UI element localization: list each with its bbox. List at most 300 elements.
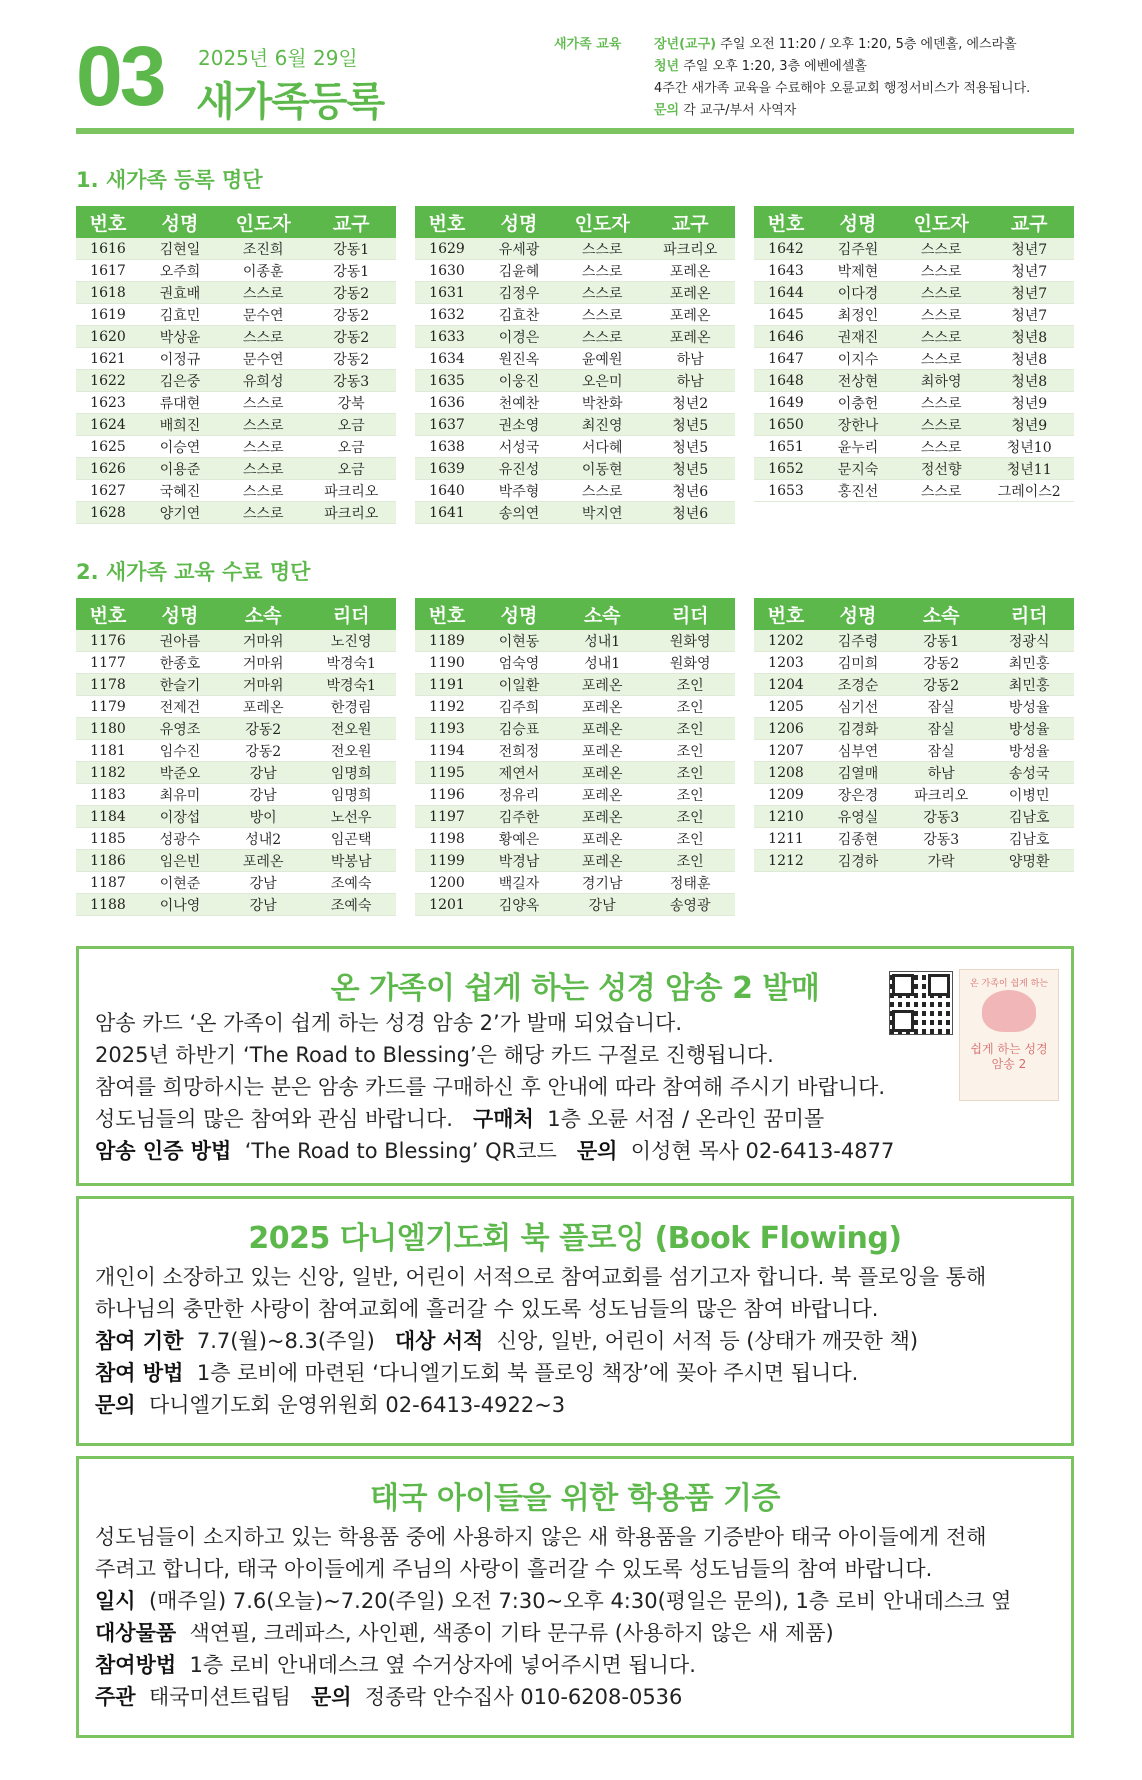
table-row [76, 436, 396, 458]
table-cell: 청년9 [984, 392, 1074, 414]
table-cell: 강동1 [898, 630, 984, 652]
notice1-line2: 2025년 하반기 ‘The Road to Blessing’은 해당 카드 구절로 진행됩니다. [95, 1043, 774, 1067]
verify-label: 암송 인증 방법 [95, 1139, 232, 1163]
table-cell: 조예숙 [306, 872, 396, 894]
table-row [415, 326, 735, 348]
table-row [754, 806, 1074, 828]
table-cell: 유영실 [818, 806, 898, 828]
table-cell: 청년8 [984, 370, 1074, 392]
notice3-contact-label: 문의 [310, 1685, 352, 1709]
table-row [76, 850, 396, 872]
table-cell: 임명희 [306, 784, 396, 806]
table-row [415, 436, 735, 458]
table-cell: 1642 [754, 238, 818, 260]
table-cell: 권아름 [140, 630, 220, 652]
table-cell: 한슬기 [140, 674, 220, 696]
book-cover-image [959, 969, 1059, 1101]
column-header: 성명 [479, 598, 559, 630]
table-cell: 강동2 [898, 652, 984, 674]
table-row [76, 872, 396, 894]
table-cell: 노진영 [306, 630, 396, 652]
table-cell: 1200 [415, 872, 479, 894]
table-row [415, 392, 735, 414]
table-cell: 최정인 [818, 304, 898, 326]
table-cell: 김열매 [818, 762, 898, 784]
table-cell: 강동2 [220, 718, 306, 740]
table-row [76, 260, 396, 282]
table-row [415, 850, 735, 872]
table-cell: 포레온 [559, 828, 645, 850]
table-cell: 거마위 [220, 652, 306, 674]
table-cell: 유영조 [140, 718, 220, 740]
buy-label: 구매처 [472, 1107, 534, 1131]
table-cell: 1646 [754, 326, 818, 348]
table-cell: 1624 [76, 414, 140, 436]
table-cell: 1621 [76, 348, 140, 370]
table-row [754, 762, 1074, 784]
table-row [415, 630, 735, 652]
table-cell: 강남 [220, 762, 306, 784]
table-cell: 청년8 [984, 348, 1074, 370]
table-cell: 스스로 [898, 238, 984, 260]
host-label: 주관 [95, 1685, 136, 1709]
table-row [415, 674, 735, 696]
table-cell: 1625 [76, 436, 140, 458]
table-cell: 1622 [76, 370, 140, 392]
notice2-contact-label: 문의 [95, 1393, 136, 1417]
table-cell: 청년6 [645, 480, 735, 502]
table-row [76, 392, 396, 414]
table-cell: 김주희 [479, 696, 559, 718]
edu-adult-label: 장년(교구) [654, 37, 717, 52]
table-cell: 김경화 [818, 718, 898, 740]
table-cell: 잠실 [898, 740, 984, 762]
table-cell: 정태훈 [645, 872, 735, 894]
table-cell: 잠실 [898, 718, 984, 740]
table-cell: 방성율 [984, 718, 1074, 740]
table-cell: 포레온 [559, 784, 645, 806]
table-cell: 잠실 [898, 696, 984, 718]
table-cell: 가락 [898, 850, 984, 872]
table-cell: 1618 [76, 282, 140, 304]
table-cell: 1197 [415, 806, 479, 828]
edu-contact-text: 각 교구/부서 사역자 [679, 103, 797, 118]
table-cell: 1184 [76, 806, 140, 828]
table-header-row [754, 598, 1074, 630]
table-cell: 김남호 [984, 806, 1074, 828]
table-cell: 1190 [415, 652, 479, 674]
table-row [76, 696, 396, 718]
table-row [754, 414, 1074, 436]
table-row [754, 392, 1074, 414]
table-cell: 스스로 [220, 502, 306, 524]
table-row [754, 260, 1074, 282]
table-row [754, 370, 1074, 392]
table-cell: 청년9 [984, 414, 1074, 436]
table-cell: 1636 [415, 392, 479, 414]
table-cell: 1177 [76, 652, 140, 674]
table-cell: 조인 [645, 718, 735, 740]
table-cell: 양명환 [984, 850, 1074, 872]
table-cell: 노선우 [306, 806, 396, 828]
table-row [754, 458, 1074, 480]
qr-code[interactable] [889, 971, 953, 1035]
table-cell: 한경림 [306, 696, 396, 718]
table-cell: 1619 [76, 304, 140, 326]
table-row [754, 784, 1074, 806]
table-cell: 서성국 [479, 436, 559, 458]
column-header: 성명 [818, 206, 898, 238]
table-row [76, 326, 396, 348]
table-cell: 이지수 [818, 348, 898, 370]
table-row [76, 348, 396, 370]
column-header: 인도자 [559, 206, 645, 238]
table-cell: 거마위 [220, 630, 306, 652]
table-cell: 파크리오 [898, 784, 984, 806]
table-cell: 청년7 [984, 260, 1074, 282]
notice3-line1: 성도님들이 소지하고 있는 학용품 중에 사용하지 않은 새 학용품을 기증받아 태국 아이들에게 전해 [95, 1525, 987, 1549]
table-cell: 이종훈 [220, 260, 306, 282]
table-row [415, 458, 735, 480]
notice-book-flowing [76, 1196, 1074, 1446]
table-cell: 1194 [415, 740, 479, 762]
period-value: 7.7(월)~8.3(주일) [196, 1329, 375, 1353]
table-cell: 1647 [754, 348, 818, 370]
table-row [415, 740, 735, 762]
notice2-line1: 개인이 소장하고 있는 신앙, 일반, 어린이 서적으로 참여교회를 섬기고자 합니다. 북 플로잉을 통해 [95, 1265, 987, 1289]
table-cell: 1630 [415, 260, 479, 282]
table-cell: 최민홍 [984, 674, 1074, 696]
table-cell: 전상현 [818, 370, 898, 392]
notice1-line3: 참여를 희망하시는 분은 암송 카드를 구매하신 후 안내에 따라 참여해 주시기 바랍니다. [95, 1075, 886, 1099]
table-cell: 스스로 [898, 304, 984, 326]
table-cell: 1649 [754, 392, 818, 414]
table-cell: 1204 [754, 674, 818, 696]
table-row [415, 414, 735, 436]
table-cell: 1635 [415, 370, 479, 392]
table-cell: 스스로 [898, 260, 984, 282]
table-header-row [754, 206, 1074, 238]
column-header: 번호 [754, 598, 818, 630]
table-cell: 유진성 [479, 458, 559, 480]
table-cell: 김주령 [818, 630, 898, 652]
table-cell: 박지연 [559, 502, 645, 524]
table-cell: 김종현 [818, 828, 898, 850]
notice-bible-memory [76, 946, 1074, 1186]
table-cell: 윤누리 [818, 436, 898, 458]
table-cell: 1644 [754, 282, 818, 304]
table-cell: 1195 [415, 762, 479, 784]
table-row [76, 806, 396, 828]
table-cell: 1203 [754, 652, 818, 674]
table-cell: 이동현 [559, 458, 645, 480]
notice3-date-label: 일시 [95, 1589, 136, 1613]
table-cell: 1652 [754, 458, 818, 480]
table-cell: 파크리오 [645, 238, 735, 260]
table-cell: 1632 [415, 304, 479, 326]
table-cell: 조경순 [818, 674, 898, 696]
edu-contact-label: 문의 [654, 103, 680, 118]
notice3-method-value: 1층 로비 안내데스크 옆 수거상자에 넣어주시면 됩니다. [189, 1653, 696, 1677]
table-row [76, 894, 396, 916]
column-header: 번호 [754, 206, 818, 238]
table-cell: 이현동 [479, 630, 559, 652]
table-cell: 전제건 [140, 696, 220, 718]
table-row [754, 326, 1074, 348]
notice1-contact-label: 문의 [576, 1139, 618, 1163]
table-cell: 송영광 [645, 894, 735, 916]
table-cell: 청년5 [645, 414, 735, 436]
table-cell: 스스로 [220, 392, 306, 414]
table-cell: 포레온 [559, 806, 645, 828]
table-cell: 스스로 [559, 304, 645, 326]
table-row [415, 696, 735, 718]
table-cell: 이병민 [984, 784, 1074, 806]
table-cell: 김남호 [984, 828, 1074, 850]
table-cell: 1191 [415, 674, 479, 696]
table-row [415, 762, 735, 784]
table-row [76, 718, 396, 740]
table-header-row [415, 206, 735, 238]
column-header: 소속 [220, 598, 306, 630]
column-header: 인도자 [898, 206, 984, 238]
table-cell: 이현준 [140, 872, 220, 894]
table-cell: 조인 [645, 674, 735, 696]
table-cell: 1645 [754, 304, 818, 326]
table-cell: 1179 [76, 696, 140, 718]
table-row [415, 806, 735, 828]
table-cell: 박주형 [479, 480, 559, 502]
notice3-date-value: (매주일) 7.6(오늘)~7.20(주일) 오전 7:30~오후 4:30(평일은 문의), 1층 로비 안내데스크 옆 [148, 1589, 1012, 1613]
table-cell: 1627 [76, 480, 140, 502]
table-cell: 1640 [415, 480, 479, 502]
table-cell: 유세광 [479, 238, 559, 260]
table-cell: 최민홍 [984, 652, 1074, 674]
table-cell: 오주희 [140, 260, 220, 282]
table-cell: 청년5 [645, 436, 735, 458]
edu-youth-label: 청년 [654, 59, 680, 74]
table-cell: 강남 [220, 784, 306, 806]
table-cell: 파크리오 [306, 480, 396, 502]
table-cell: 조예숙 [306, 894, 396, 916]
table-cell: 김승표 [479, 718, 559, 740]
table-cell: 1617 [76, 260, 140, 282]
table-cell: 김주원 [818, 238, 898, 260]
table-cell: 1186 [76, 850, 140, 872]
notice1-contact-value: 이성현 목사 02-6413-4877 [630, 1139, 895, 1163]
table-cell: 강동1 [306, 238, 396, 260]
table-cell: 임곤택 [306, 828, 396, 850]
table-cell: 문수연 [220, 304, 306, 326]
table-cell: 1182 [76, 762, 140, 784]
table-cell: 방성율 [984, 696, 1074, 718]
table-cell: 엄숙영 [479, 652, 559, 674]
table-cell: 오금 [306, 458, 396, 480]
column-header: 번호 [76, 598, 140, 630]
table-cell: 이충헌 [818, 392, 898, 414]
notice2-line2: 하나님의 충만한 사랑이 참여교회에 흘러갈 수 있도록 성도님들의 많은 참여 바랍니다. [95, 1297, 879, 1321]
table-cell: 원화영 [645, 652, 735, 674]
column-header: 번호 [415, 598, 479, 630]
table-cell: 이다경 [818, 282, 898, 304]
table-cell: 청년11 [984, 458, 1074, 480]
table-row [76, 652, 396, 674]
table-cell: 최진영 [559, 414, 645, 436]
table-header-row [415, 598, 735, 630]
table-cell: 하남 [645, 370, 735, 392]
table-cell: 이나영 [140, 894, 220, 916]
table-cell: 강동3 [898, 828, 984, 850]
table-row [415, 282, 735, 304]
table-cell: 박경숙1 [306, 652, 396, 674]
table-cell: 홍진선 [818, 480, 898, 502]
table-cell: 전오원 [306, 718, 396, 740]
notice2-contact-value: 다니엘기도회 운영위원회 02-6413-4922~3 [148, 1393, 566, 1417]
target-value: 신앙, 일반, 어린이 서적 등 (상태가 깨끗한 책) [496, 1329, 919, 1353]
table-cell: 김경하 [818, 850, 898, 872]
column-header: 소속 [898, 598, 984, 630]
table-row [76, 630, 396, 652]
table-cell: 김주한 [479, 806, 559, 828]
table-cell: 스스로 [559, 326, 645, 348]
notice2-method-label: 참여 방법 [95, 1361, 184, 1385]
table-cell: 스스로 [898, 392, 984, 414]
table-cell: 파크리오 [306, 502, 396, 524]
table-cell: 이정규 [140, 348, 220, 370]
table-cell: 문수연 [220, 348, 306, 370]
table-cell: 1637 [415, 414, 479, 436]
table-cell: 강남 [220, 872, 306, 894]
table-cell: 박경숙1 [306, 674, 396, 696]
table-cell: 임수진 [140, 740, 220, 762]
table-row [76, 370, 396, 392]
table-cell: 김윤혜 [479, 260, 559, 282]
table-cell: 1626 [76, 458, 140, 480]
table-cell: 이경은 [479, 326, 559, 348]
table-cell: 정선향 [898, 458, 984, 480]
table-row [754, 740, 1074, 762]
table-cell: 청년7 [984, 282, 1074, 304]
table-cell: 성광수 [140, 828, 220, 850]
table-row [754, 652, 1074, 674]
table-cell: 청년6 [645, 502, 735, 524]
table-cell: 1641 [415, 502, 479, 524]
notice3-method-label: 참여방법 [95, 1653, 177, 1677]
table-cell: 스스로 [898, 326, 984, 348]
notice-bible-memory-title: 온 가족이 쉽게 하는 성경 암송 2 발매 [330, 971, 820, 1006]
table-cell: 1205 [754, 696, 818, 718]
table-row [415, 370, 735, 392]
table-row [76, 784, 396, 806]
table-cell: 강동1 [306, 260, 396, 282]
table-cell: 김은중 [140, 370, 220, 392]
column-header: 리더 [306, 598, 396, 630]
table-row [754, 828, 1074, 850]
table-cell: 1648 [754, 370, 818, 392]
table-row [415, 502, 735, 524]
table-cell: 스스로 [559, 480, 645, 502]
table-cell: 청년7 [984, 238, 1074, 260]
table-cell: 장한나 [818, 414, 898, 436]
target-label: 대상 서적 [394, 1329, 484, 1353]
notice-book-flowing-title: 2025 다니엘기도회 북 플로잉 (Book Flowing) [248, 1221, 902, 1256]
table-cell: 송의연 [479, 502, 559, 524]
table-cell: 조인 [645, 784, 735, 806]
notice1-line4: 성도님들의 많은 참여와 관심 바랍니다. [95, 1107, 453, 1131]
education-label: 새가족 교육 [554, 37, 622, 52]
buy-value: 1층 오륜 서점 / 온라인 꿈미몰 [547, 1107, 825, 1131]
table-cell: 포레온 [220, 850, 306, 872]
table-cell: 박봉남 [306, 850, 396, 872]
table-cell: 임명희 [306, 762, 396, 784]
table-row [76, 458, 396, 480]
table-cell: 스스로 [559, 238, 645, 260]
column-header: 성명 [818, 598, 898, 630]
table-cell: 1176 [76, 630, 140, 652]
table-cell: 강동2 [306, 282, 396, 304]
table-header-row [76, 206, 396, 238]
table-cell: 강동2 [306, 326, 396, 348]
table-cell: 청년10 [984, 436, 1074, 458]
edu-youth-text: 주일 오후 1:20, 3층 에벤에셀홀 [679, 59, 867, 74]
table-cell: 1616 [76, 238, 140, 260]
table-cell: 1211 [754, 828, 818, 850]
table-cell: 조인 [645, 762, 735, 784]
registration-table-3 [754, 206, 1074, 502]
table-cell: 강북 [306, 392, 396, 414]
table-cell: 원진옥 [479, 348, 559, 370]
table-row [754, 480, 1074, 502]
table-cell: 1639 [415, 458, 479, 480]
table-cell: 스스로 [220, 458, 306, 480]
table-cell: 심기선 [818, 696, 898, 718]
table-cell: 성내1 [559, 652, 645, 674]
table-cell: 서다혜 [559, 436, 645, 458]
table-header-row [76, 598, 396, 630]
header-divider [76, 128, 1074, 134]
table-cell: 1196 [415, 784, 479, 806]
column-header: 번호 [76, 206, 140, 238]
table-cell: 1620 [76, 326, 140, 348]
table-cell: 거마위 [220, 674, 306, 696]
table-row [76, 740, 396, 762]
table-cell: 1199 [415, 850, 479, 872]
table-cell: 청년2 [645, 392, 735, 414]
table-cell: 1653 [754, 480, 818, 502]
table-row [76, 238, 396, 260]
table-cell: 스스로 [220, 414, 306, 436]
table-cell: 청년7 [984, 304, 1074, 326]
column-header: 성명 [140, 598, 220, 630]
table-cell: 오금 [306, 414, 396, 436]
table-cell: 조인 [645, 740, 735, 762]
page-header [76, 29, 1076, 134]
table-cell: 청년5 [645, 458, 735, 480]
table-cell: 전희정 [479, 740, 559, 762]
table-cell: 1180 [76, 718, 140, 740]
table-cell: 강동2 [898, 674, 984, 696]
table-cell: 1631 [415, 282, 479, 304]
notice3-contact-value: 정종락 안수집사 010-6208-0536 [364, 1685, 683, 1709]
table-row [415, 718, 735, 740]
book-cover-top: 온 가족이 쉽게 하는 [969, 979, 1049, 989]
table-cell: 1634 [415, 348, 479, 370]
table-cell: 1207 [754, 740, 818, 762]
table-cell: 박찬화 [559, 392, 645, 414]
table-cell: 윤예원 [559, 348, 645, 370]
table-cell: 방성율 [984, 740, 1074, 762]
table-cell: 포레온 [220, 696, 306, 718]
